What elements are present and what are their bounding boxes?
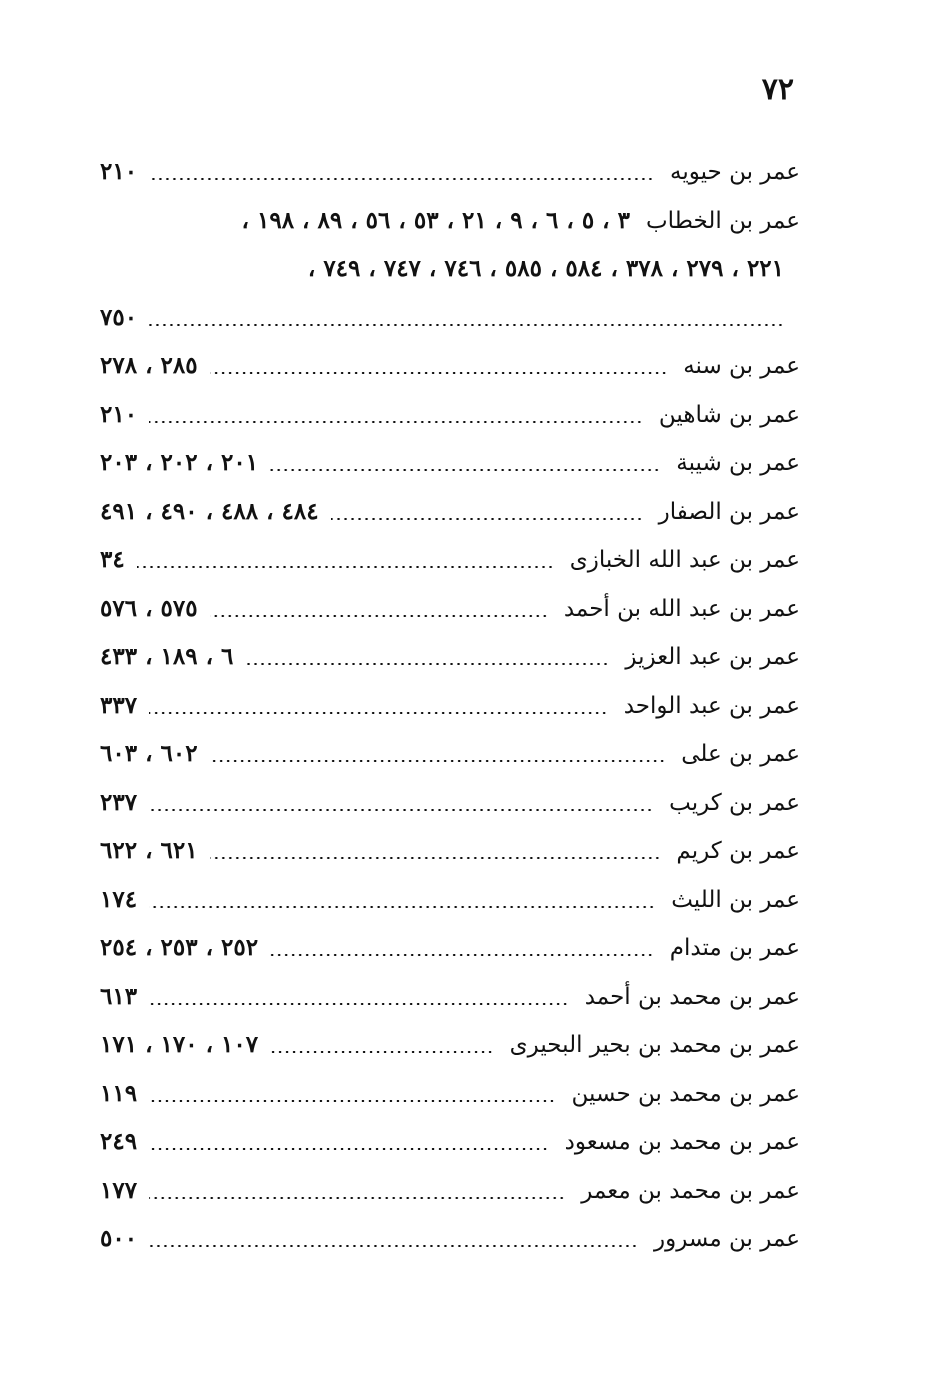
- dot-leader: [210, 615, 548, 617]
- dot-leader: [270, 469, 660, 471]
- dot-leader: [149, 1197, 565, 1199]
- entry-page-numbers: ٢٥٢ ، ٢٥٣ ، ٢٥٤: [100, 934, 259, 962]
- index-entry: [100, 148, 800, 197]
- entry-page-numbers: ٣٣٧: [100, 691, 138, 719]
- entry-page-numbers: ٢٠١ ، ٢٠٢ ، ٢٠٣: [100, 449, 259, 477]
- dot-leader: [149, 1148, 549, 1150]
- entry-name: عمر بن سنه: [683, 353, 800, 380]
- entry-page-numbers: ٢٢١ ، ٢٧٩ ، ٣٧٨ ، ٥٨٤ ، ٥٨٥ ، ٧٤٦ ، ٧٤٧ ، ٧٤٩ ،: [307, 255, 784, 283]
- entry-name: عمر بن محمد بن حسين: [571, 1080, 800, 1107]
- index-entry: [100, 1215, 800, 1264]
- index-entry: [100, 1118, 800, 1167]
- index-entry: [100, 585, 800, 634]
- entry-page-numbers: ٣٤: [100, 546, 125, 574]
- entry-page-numbers: ٤٨٤ ، ٤٨٨ ، ٤٩٠ ، ٤٩١: [100, 497, 319, 525]
- dot-leader: [149, 178, 654, 180]
- entry-page-numbers: ١٧٤: [100, 885, 138, 913]
- entry-name: عمر بن محمد بن مسعود: [564, 1129, 800, 1156]
- index-entry: [100, 973, 800, 1022]
- dot-leader: [149, 1245, 638, 1247]
- index-entry: [100, 245, 800, 294]
- entry-name: عمر بن محمد بن أحمد: [584, 983, 800, 1010]
- entry-name: عمر بن متدام: [669, 935, 800, 962]
- page-number: ٧٢: [761, 72, 794, 107]
- entry-page-numbers: ١١٩: [100, 1079, 138, 1107]
- entry-page-numbers: ١٧٧: [100, 1176, 138, 1204]
- index-entry: [100, 294, 800, 343]
- dot-leader: [149, 1100, 555, 1102]
- entry-page-numbers: ٢٣٧: [100, 788, 138, 816]
- entry-page-numbers: ٦٢١ ، ٦٢٢: [100, 837, 198, 865]
- index-entry: [100, 779, 800, 828]
- index-entry: [100, 1167, 800, 1216]
- index-entry: [100, 1070, 800, 1119]
- dot-leader: [210, 372, 668, 374]
- dot-leader: [270, 1051, 494, 1053]
- entry-name: عمر بن الليث: [671, 886, 800, 913]
- entry-page-numbers: ٢٤٩: [100, 1128, 138, 1156]
- dot-leader: [331, 518, 643, 520]
- dot-leader: [149, 906, 655, 908]
- dot-leader: [149, 1003, 569, 1005]
- entry-page-numbers: ٦ ، ١٨٩ ، ٤٣٣: [100, 643, 234, 671]
- entry-name: عمر بن شاهين: [658, 401, 800, 428]
- entry-name: عمر بن على: [681, 741, 800, 768]
- entry-name: عمر بن محمد بن بحير البحيرى: [509, 1032, 800, 1059]
- entry-name: عمر بن عبد الله الخبازى: [569, 547, 800, 574]
- index-entry: [100, 1021, 800, 1070]
- entry-page-numbers: ٥٧٥ ، ٥٧٦: [100, 594, 198, 622]
- dot-leader: [210, 857, 661, 859]
- index-list: [100, 148, 800, 1264]
- entry-name: عمر بن شيبة: [676, 450, 800, 477]
- index-entry: [100, 633, 800, 682]
- dot-leader: [149, 421, 643, 423]
- dot-leader: [210, 760, 666, 762]
- entry-name: عمر بن الخطاب: [645, 207, 800, 234]
- index-entry: [100, 536, 800, 585]
- index-entry: [100, 827, 800, 876]
- entry-page-numbers: ٦٠٢ ، ٦٠٣: [100, 740, 198, 768]
- entry-page-numbers: ١٠٧ ، ١٧٠ ، ١٧١: [100, 1031, 259, 1059]
- entry-name: عمر بن عبد العزيز: [625, 644, 800, 671]
- dot-leader: [149, 809, 653, 811]
- entry-page-numbers: ٦١٣: [100, 982, 138, 1010]
- index-entry: [100, 391, 800, 440]
- index-entry: [100, 197, 800, 246]
- index-entry: [100, 924, 800, 973]
- entry-name: عمر بن عبد الواحد: [623, 692, 800, 719]
- entry-name: عمر بن حيويه: [669, 159, 800, 186]
- entry-name: عمر بن عبد الله بن أحمد: [563, 595, 800, 622]
- entry-page-numbers: ٢١٠: [100, 400, 138, 428]
- index-entry: [100, 439, 800, 488]
- entry-page-numbers: ٥٠٠: [100, 1225, 138, 1253]
- index-entry: [100, 876, 800, 925]
- entry-name: عمر بن كريب: [669, 789, 800, 816]
- entry-name: عمر بن الصفار: [658, 498, 800, 525]
- entry-name: عمر بن مسرور: [654, 1226, 800, 1253]
- entry-name: عمر بن محمد بن معمر: [581, 1177, 800, 1204]
- dot-leader: [149, 324, 784, 326]
- entry-name: عمر بن كريم: [676, 838, 800, 865]
- entry-page-numbers: ٣ ، ٥ ، ٦ ، ٩ ، ٢١ ، ٥٣ ، ٥٦ ، ٨٩ ، ١٩٨ ،: [241, 206, 630, 234]
- dot-leader: [149, 712, 608, 714]
- index-entry: [100, 730, 800, 779]
- dot-leader: [137, 566, 554, 568]
- entry-page-numbers: ٢٨٥ ، ٢٧٨: [100, 352, 198, 380]
- dot-leader: [270, 954, 654, 956]
- index-entry: [100, 488, 800, 537]
- entry-page-numbers: ٢١٠: [100, 158, 138, 186]
- index-entry: [100, 682, 800, 731]
- index-entry: [100, 342, 800, 391]
- entry-page-numbers: ٧٥٠: [100, 303, 138, 331]
- dot-leader: [245, 663, 609, 665]
